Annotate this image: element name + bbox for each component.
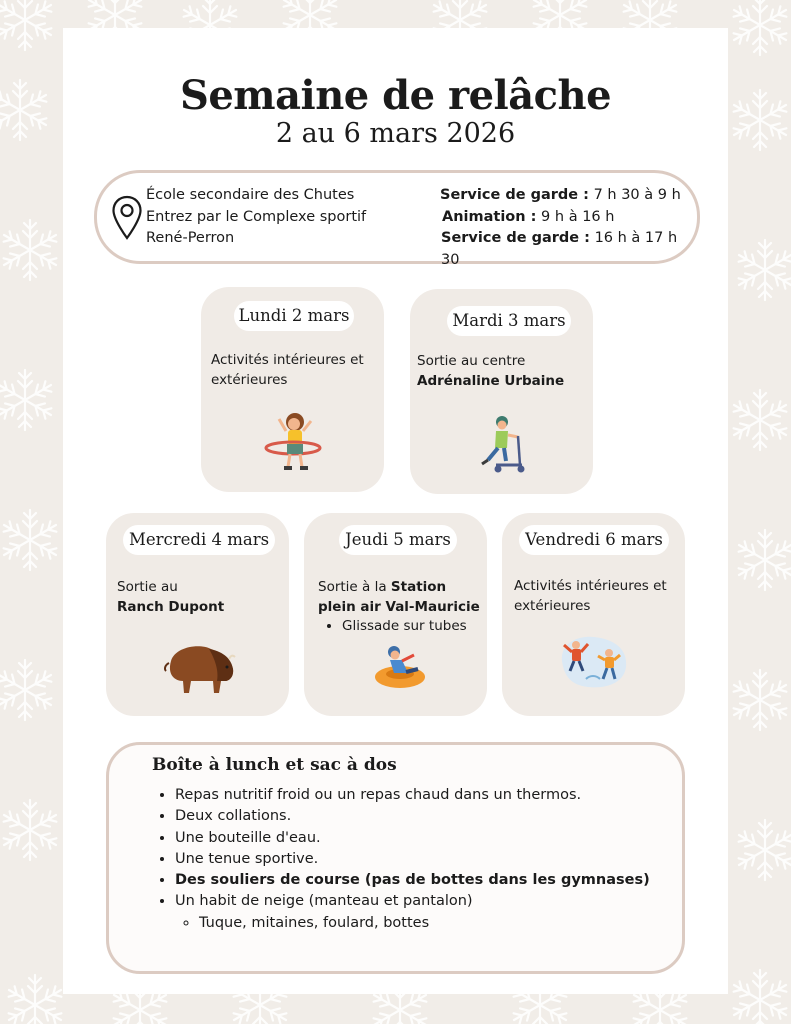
- schedule-time: 7 h 30 à 9 h: [588, 187, 681, 203]
- list-item-snowsuit: [175, 891, 650, 934]
- schedule-list: [440, 185, 697, 271]
- section-title: Boîte à lunch et sac à dos: [152, 755, 397, 775]
- day-title: Lundi 2 mars: [234, 301, 354, 331]
- schedule-label: Service de garde :: [441, 230, 590, 246]
- lunch-box-section: [106, 742, 685, 974]
- hula-hoop-kid-icon: [261, 411, 325, 473]
- location-address: [146, 185, 366, 250]
- lunch-sublist: [175, 913, 650, 934]
- list-item: • Deux collations.: [175, 806, 650, 827]
- day-title: Jeudi 5 mars: [339, 525, 457, 555]
- day-title: Vendredi 6 mars: [519, 525, 669, 555]
- day-card-thursday: [304, 513, 487, 716]
- day-text: Sortie à la: [318, 579, 391, 595]
- lunch-list: [155, 785, 650, 934]
- snow-angel-kids-icon: [556, 631, 632, 691]
- day-description: [117, 577, 282, 617]
- day-text: Sortie au: [117, 579, 178, 595]
- list-item: • Glissade sur tubes: [342, 616, 486, 636]
- day-venue: Ranch Dupont: [117, 599, 225, 615]
- list-item: • Repas nutritif froid ou un repas chaud dans un thermos.: [175, 785, 650, 806]
- map-pin-icon: [111, 195, 143, 241]
- school-name: École secondaire des Chutes: [146, 187, 355, 203]
- day-bullets: [318, 616, 486, 636]
- day-venue: Station plein air Val-Mauricie: [318, 579, 480, 615]
- day-card-wednesday: [106, 513, 289, 716]
- schedule-label: Service de garde :: [440, 187, 589, 203]
- day-description: Activités intérieures et extérieures: [514, 578, 667, 614]
- list-item: • Une bouteille d'eau.: [175, 828, 650, 849]
- day-title: Mercredi 4 mars: [123, 525, 275, 555]
- list-item-text: Un habit de neige (manteau et pantalon): [175, 893, 473, 910]
- list-item: • Une tenue sportive.: [175, 849, 650, 870]
- schedule-row: [440, 228, 697, 271]
- info-banner: [94, 170, 700, 268]
- entrance-building: René-Perron: [146, 230, 235, 246]
- page-subtitle: 2 au 6 mars 2026: [275, 118, 516, 149]
- day-card-monday: [201, 287, 384, 492]
- schedule-label: Animation :: [442, 208, 537, 225]
- day-title: Mardi 3 mars: [447, 306, 571, 336]
- page-title: Semaine de relâche: [179, 72, 612, 119]
- schedule-time: 9 h à 16 h: [536, 208, 615, 225]
- day-text-line: [318, 577, 486, 617]
- schedule-time: 16 h à 17 h 30: [441, 230, 678, 268]
- list-item: ◦ Tuque, mitaines, foulard, bottes: [199, 913, 650, 934]
- day-card-friday: [502, 513, 685, 716]
- bison-icon: [161, 641, 239, 697]
- entrance-line: Entrez par le Complexe sportif: [146, 208, 367, 225]
- scooter-kid-icon: [474, 415, 530, 475]
- schedule-row: [440, 185, 697, 207]
- day-description: Activités intérieures et extérieures: [211, 352, 364, 388]
- schedule-row: [440, 207, 697, 229]
- day-card-tuesday: [410, 289, 593, 494]
- day-description: [318, 577, 486, 636]
- snow-tube-icon: [372, 643, 428, 691]
- day-text: Sortie au centre: [417, 353, 526, 369]
- day-description: [417, 351, 589, 391]
- day-venue: Adrénaline Urbaine: [417, 373, 565, 389]
- list-item: • Des souliers de course (pas de bottes dans les gymnases): [175, 870, 650, 891]
